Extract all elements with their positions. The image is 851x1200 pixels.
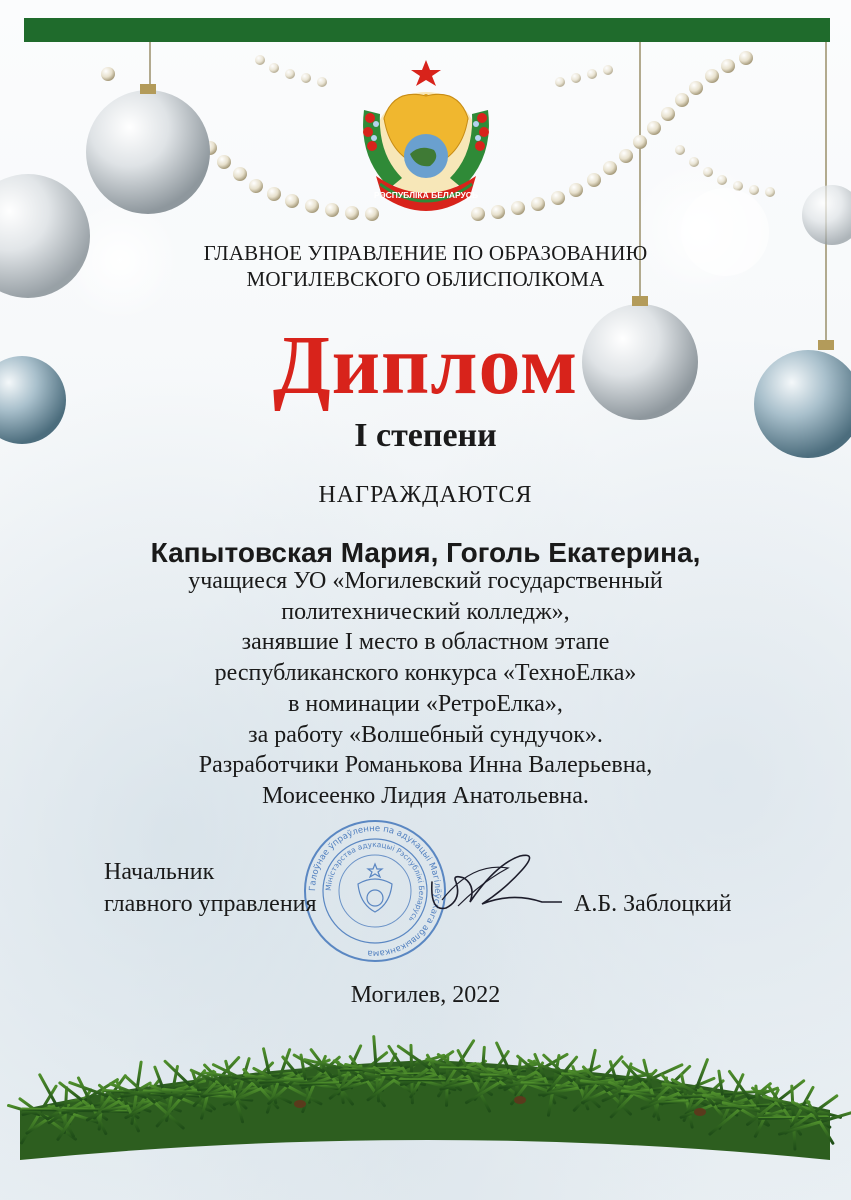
- pine-needle: [66, 1088, 67, 1110]
- pine-needle: [696, 1060, 708, 1090]
- awarded-label: НАГРАЖДАЮТСЯ: [318, 482, 533, 508]
- pine-needle: [165, 1061, 190, 1085]
- stamp-emblem-icon: [358, 864, 392, 912]
- recipient-names: Капытовская Мария, Гоголь Екатерина,: [150, 537, 701, 568]
- signer-position-line-2: главного управления: [104, 891, 317, 917]
- pine-needle: [63, 1108, 101, 1110]
- issuer-organization: [0, 240, 851, 292]
- description-line: Разработчики Романькова Инна Валерьевна,: [198, 752, 653, 779]
- pine-needle: [776, 1081, 804, 1103]
- pine-needle: [411, 1045, 412, 1074]
- signer-position: [104, 856, 317, 920]
- award-description: [0, 566, 851, 812]
- issuer-line-2: МОГИЛЕВСКОГО ОБЛИСПОЛКОМА: [246, 267, 605, 291]
- description-line: Моисеенко Лидия Анатольевна.: [262, 782, 589, 809]
- diploma-degree: I степени: [354, 417, 497, 454]
- description-line: политехнический колледж»,: [281, 598, 570, 625]
- description-line: занявшие I место в областном этапе: [241, 629, 610, 656]
- signer-name: А.Б. Заблоцкий: [574, 891, 732, 917]
- pine-needle: [400, 1080, 447, 1081]
- signer-position-line-1: Начальник: [104, 859, 215, 885]
- stamp-outer-text: Галоўнае ўпраўленне па адукацыі Магілёўскага аблвыканкама: [307, 823, 443, 959]
- place-and-year: Могилев, 2022: [350, 982, 501, 1008]
- stamp-inner-text: Міністэрства адукацыі Рэспублікі Беларусь: [323, 839, 427, 924]
- pine-garland-decoration: [0, 1000, 851, 1200]
- emblem-ribbon-text: РЭСПУБЛІКА БЕЛАРУСЬ: [373, 190, 479, 200]
- handwritten-signature: [412, 842, 562, 922]
- state-emblem: [350, 58, 502, 216]
- diploma-title: Диплом: [272, 319, 579, 412]
- issuer-line-1: ГЛАВНОЕ УПРАВЛЕНИЕ ПО ОБРАЗОВАНИЮ: [203, 241, 648, 265]
- pine-needle: [759, 1118, 793, 1119]
- pine-needle: [483, 1047, 485, 1069]
- description-line: республиканского конкурса «ТехноЕлка»: [214, 660, 637, 687]
- description-line: за работу «Волшебный сундучок».: [248, 721, 603, 748]
- description-line: учащиеся УО «Могилевский государственный: [188, 568, 663, 594]
- description-line: в номинации «РетроЕлка»,: [288, 690, 563, 717]
